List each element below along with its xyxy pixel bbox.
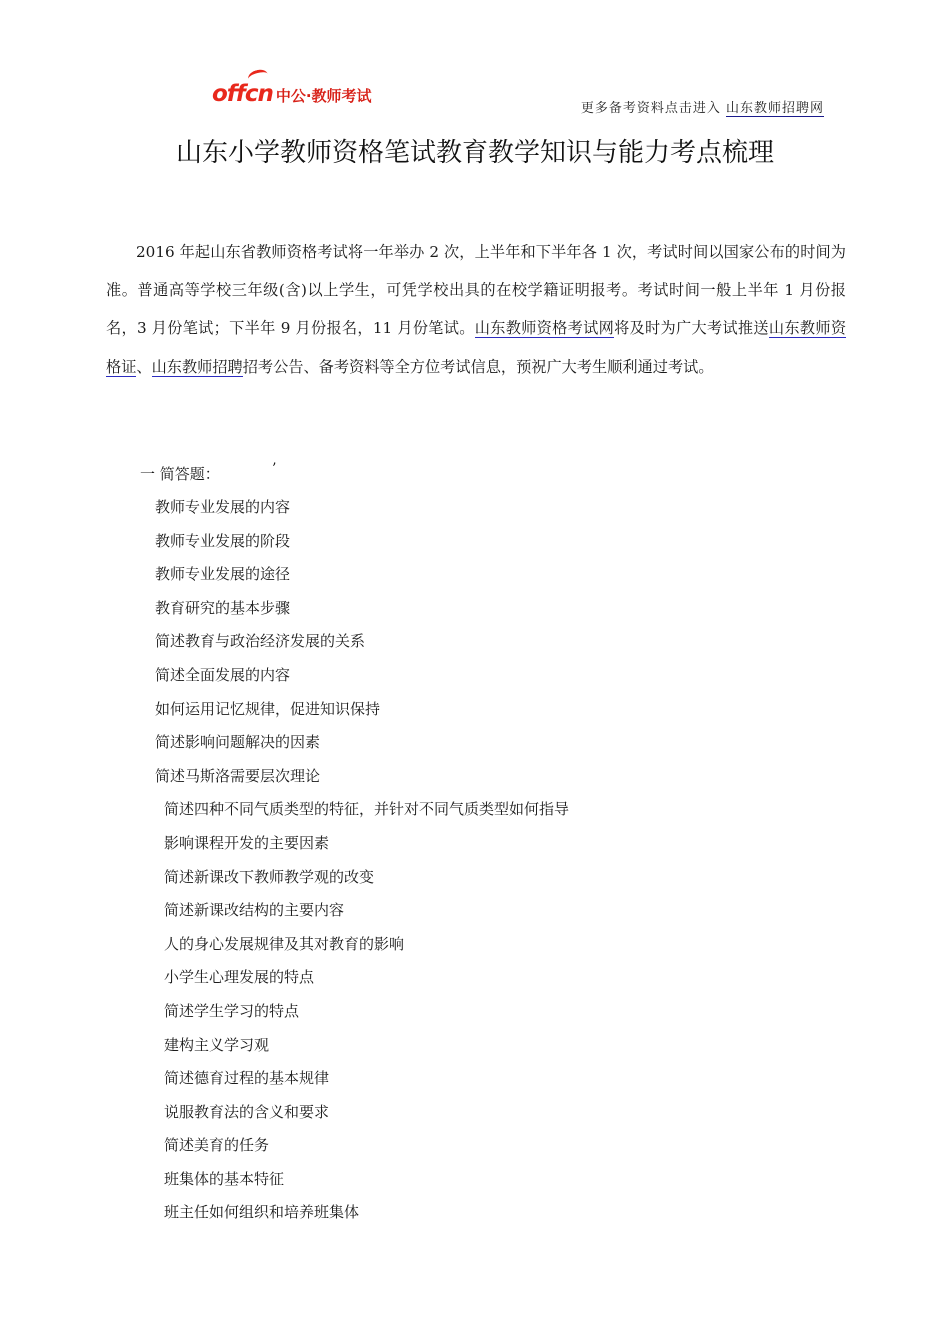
list-item: 简述全面发展的内容 <box>155 665 291 684</box>
logo-mark: offcn <box>212 81 273 107</box>
intro-text-3: 招考公告、备考资料等全方位考试信息，预祝广大考生顺利通过考试。 <box>242 357 714 376</box>
shandong-teacher-recruit-link[interactable]: 山东教师招聘网 <box>725 101 824 116</box>
list-item: 如何运用记忆规律，促进知识保持 <box>155 699 381 718</box>
exam-site-link[interactable]: 山东教师资格考试网 <box>474 319 615 338</box>
list-item: 简述马斯洛需要层次理论 <box>155 766 321 785</box>
header-more-materials <box>581 97 824 116</box>
list-item: 简述新课改下教师教学观的改变 <box>164 867 375 886</box>
intro-text-2: 将及时为广大考试推送 <box>614 319 769 338</box>
list-item: 影响课程开发的主要因素 <box>164 833 330 852</box>
teacher-recruit-link[interactable]: 山东教师招聘 <box>151 357 243 376</box>
list-item: 建构主义学习观 <box>164 1035 270 1054</box>
intro-paragraph <box>106 233 846 386</box>
list-item: 简述教育与政治经济发展的关系 <box>155 632 366 651</box>
list-item: 简述新课改结构的主要内容 <box>164 901 345 920</box>
list-item: 简述影响问题解决的因素 <box>155 733 321 752</box>
list-item: 班主任如何组织和培养班集体 <box>164 1203 360 1222</box>
intro-separator: 、 <box>136 357 152 376</box>
list-item: 说服教育法的含义和要求 <box>164 1102 330 1121</box>
list-item: 简述美育的任务 <box>164 1136 270 1155</box>
list-item: 班集体的基本特征 <box>164 1169 285 1188</box>
offcn-logo[interactable] <box>212 74 372 106</box>
intro-text-1: 2016 年起山东省教师资格考试将一年举办 2 次，上半年和下半年各 1 次，考试时间以国家公布的时间为准。普通高等学校三年级(含)以上学生，可凭学校出具的在校学籍证明报考。考试时间一般上半年 1 月份报名，3 月份笔试；下半年 9 月份报名，11 月份笔试。 <box>106 243 846 338</box>
logo-text: 中公·教师考试 <box>275 87 372 105</box>
list-item: 简述学生学习的特点 <box>164 1001 300 1020</box>
list-item: 简述四种不同气质类型的特征，并针对不同气质类型如何指导 <box>164 800 570 819</box>
list-item: 人的身心发展规律及其对教育的影响 <box>164 934 405 953</box>
list-item: 小学生心理发展的特点 <box>164 968 315 987</box>
section-heading: 一 简答题： <box>140 465 220 483</box>
list-item: 教师专业发展的阶段 <box>155 531 291 550</box>
list-item: 教师专业发展的途径 <box>155 565 291 584</box>
stray-mark: ’ <box>272 461 277 477</box>
page-title: 山东小学教师资格笔试教育教学知识与能力考点梳理 <box>175 138 774 168</box>
question-list <box>0 496 569 1235</box>
list-item: 教师专业发展的内容 <box>155 498 291 516</box>
list-item: 简述德育过程的基本规律 <box>164 1069 330 1088</box>
list-item: 教育研究的基本步骤 <box>155 598 291 617</box>
teacher-cert-link[interactable]: 山东教师资格证 <box>106 319 847 376</box>
header-prefix: 更多备考资料点击进入 <box>580 101 721 116</box>
